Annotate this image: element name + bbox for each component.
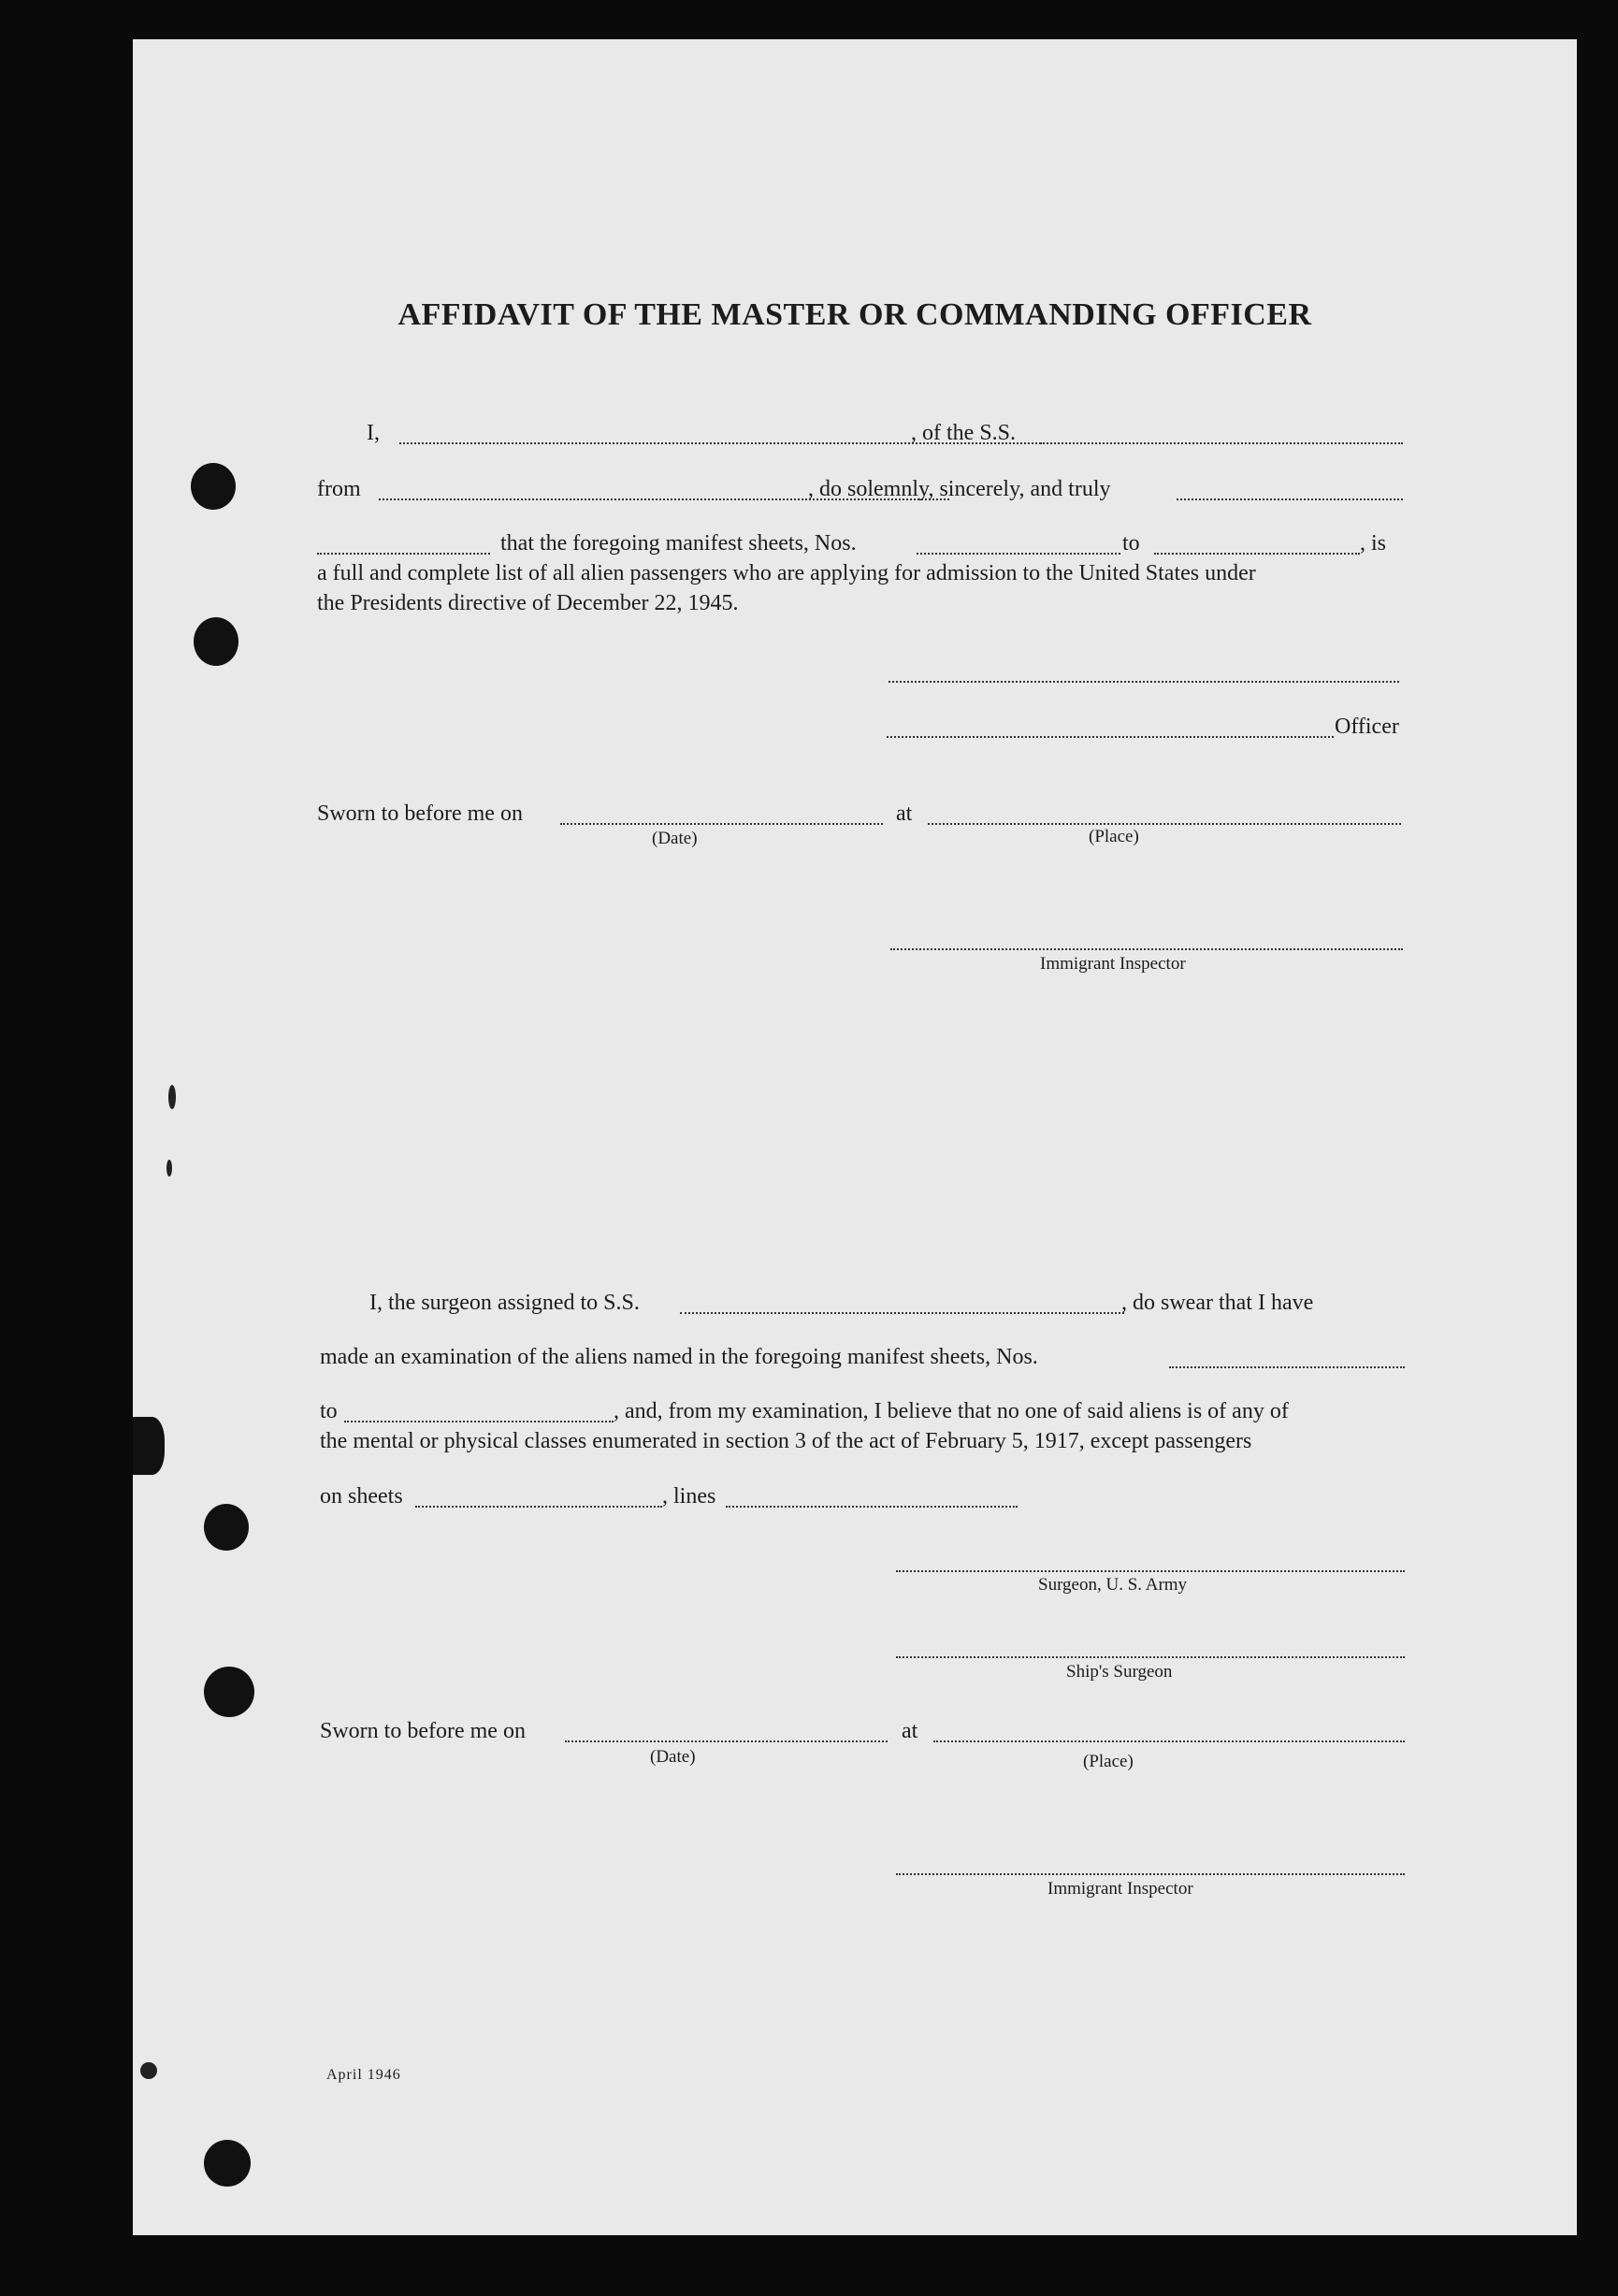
master-sworn-place-field[interactable] [928,823,1401,825]
punch-hole [191,463,236,510]
army-surgeon-label: Surgeon, U. S. Army [1038,1575,1188,1595]
surgeon-ship-field[interactable] [680,1312,1124,1314]
ink-speck [166,1160,172,1177]
punch-hole [204,1667,254,1717]
surgeon-line2: made an examination of the aliens named in the foregoing manifest sheets, Nos. [320,1345,1038,1369]
master-date-label: (Date) [652,829,698,848]
officer-label: Officer [1335,715,1399,739]
master-of-ss: , of the S.S. [911,421,1017,445]
surgeon-inspector-signature-field[interactable] [896,1873,1405,1875]
surgeon-lines: , lines [662,1484,716,1509]
master-oath-field[interactable] [1177,498,1403,500]
punch-hole [204,2140,251,2187]
surgeon-line1: I, the surgeon assigned to S.S. [369,1291,640,1315]
master-place-label: (Place) [1089,827,1139,846]
ships-surgeon-label: Ship's Surgeon [1066,1662,1173,1682]
master-line3: the Presidents directive of December 22, 1945. [317,591,739,615]
master-foregoing: that the foregoing manifest sheets, Nos. [500,531,857,556]
punch-hole [194,617,238,666]
master-i: I, [367,421,380,445]
surgeon-date-label: (Date) [650,1747,696,1767]
page-title: AFFIDAVIT OF THE MASTER OR COMMANDING OFFICER [397,297,1312,332]
master-to: to [1122,531,1140,556]
surgeon-sworn-place-field[interactable] [933,1740,1405,1742]
ships-surgeon-signature-field[interactable] [896,1656,1405,1658]
master-nos-from-field[interactable] [917,553,1120,555]
officer-signature-field[interactable] [887,736,1334,738]
master-solemnly: , do solemnly, sincerely, and truly [808,477,1111,501]
master-sworn-at: at [896,801,913,826]
affidavit-page [133,39,1577,2235]
master-from: from [317,477,361,501]
master-inspector-signature-field[interactable] [890,948,1403,950]
surgeon-nos-to-field[interactable] [344,1421,614,1422]
master-ship-field[interactable] [1040,442,1403,444]
master-affirm-field[interactable] [317,553,490,555]
surgeon-sworn: Sworn to before me on [320,1719,526,1743]
edge-tear [133,1417,165,1475]
master-inspector-label: Immigrant Inspector [1040,954,1186,974]
surgeon-nos-from-field[interactable] [1169,1366,1405,1368]
surgeon-on-sheets: on sheets [320,1484,403,1509]
master-sworn-date-field[interactable] [560,823,883,825]
footer-date: April 1946 [326,2067,401,2083]
ink-speck [140,2062,157,2079]
master-sworn: Sworn to before me on [317,801,523,826]
punch-hole [204,1504,249,1551]
army-surgeon-signature-field[interactable] [896,1570,1405,1572]
surgeon-sheets-field[interactable] [415,1506,662,1508]
surgeon-place-label: (Place) [1083,1752,1134,1771]
surgeon-line3: , and, from my examination, I believe that no one of said aliens is of any of [614,1399,1289,1423]
master-is: , is [1360,531,1387,556]
surgeon-sworn-at: at [902,1719,918,1743]
surgeon-lines-field[interactable] [726,1506,1018,1508]
ink-speck [168,1085,176,1109]
master-line2: a full and complete list of all alien passengers who are applying for admission to the United States under [317,561,1256,585]
surgeon-inspector-label: Immigrant Inspector [1047,1879,1193,1899]
master-signature-field[interactable] [888,681,1399,683]
surgeon-line4: the mental or physical classes enumerated in section 3 of the act of February 5, 1917, except passengers [320,1429,1252,1453]
surgeon-to: to [320,1399,338,1423]
surgeon-sworn-date-field[interactable] [565,1740,888,1742]
master-nos-to-field[interactable] [1154,553,1360,555]
surgeon-line1-end: , do swear that I have [1121,1291,1314,1315]
